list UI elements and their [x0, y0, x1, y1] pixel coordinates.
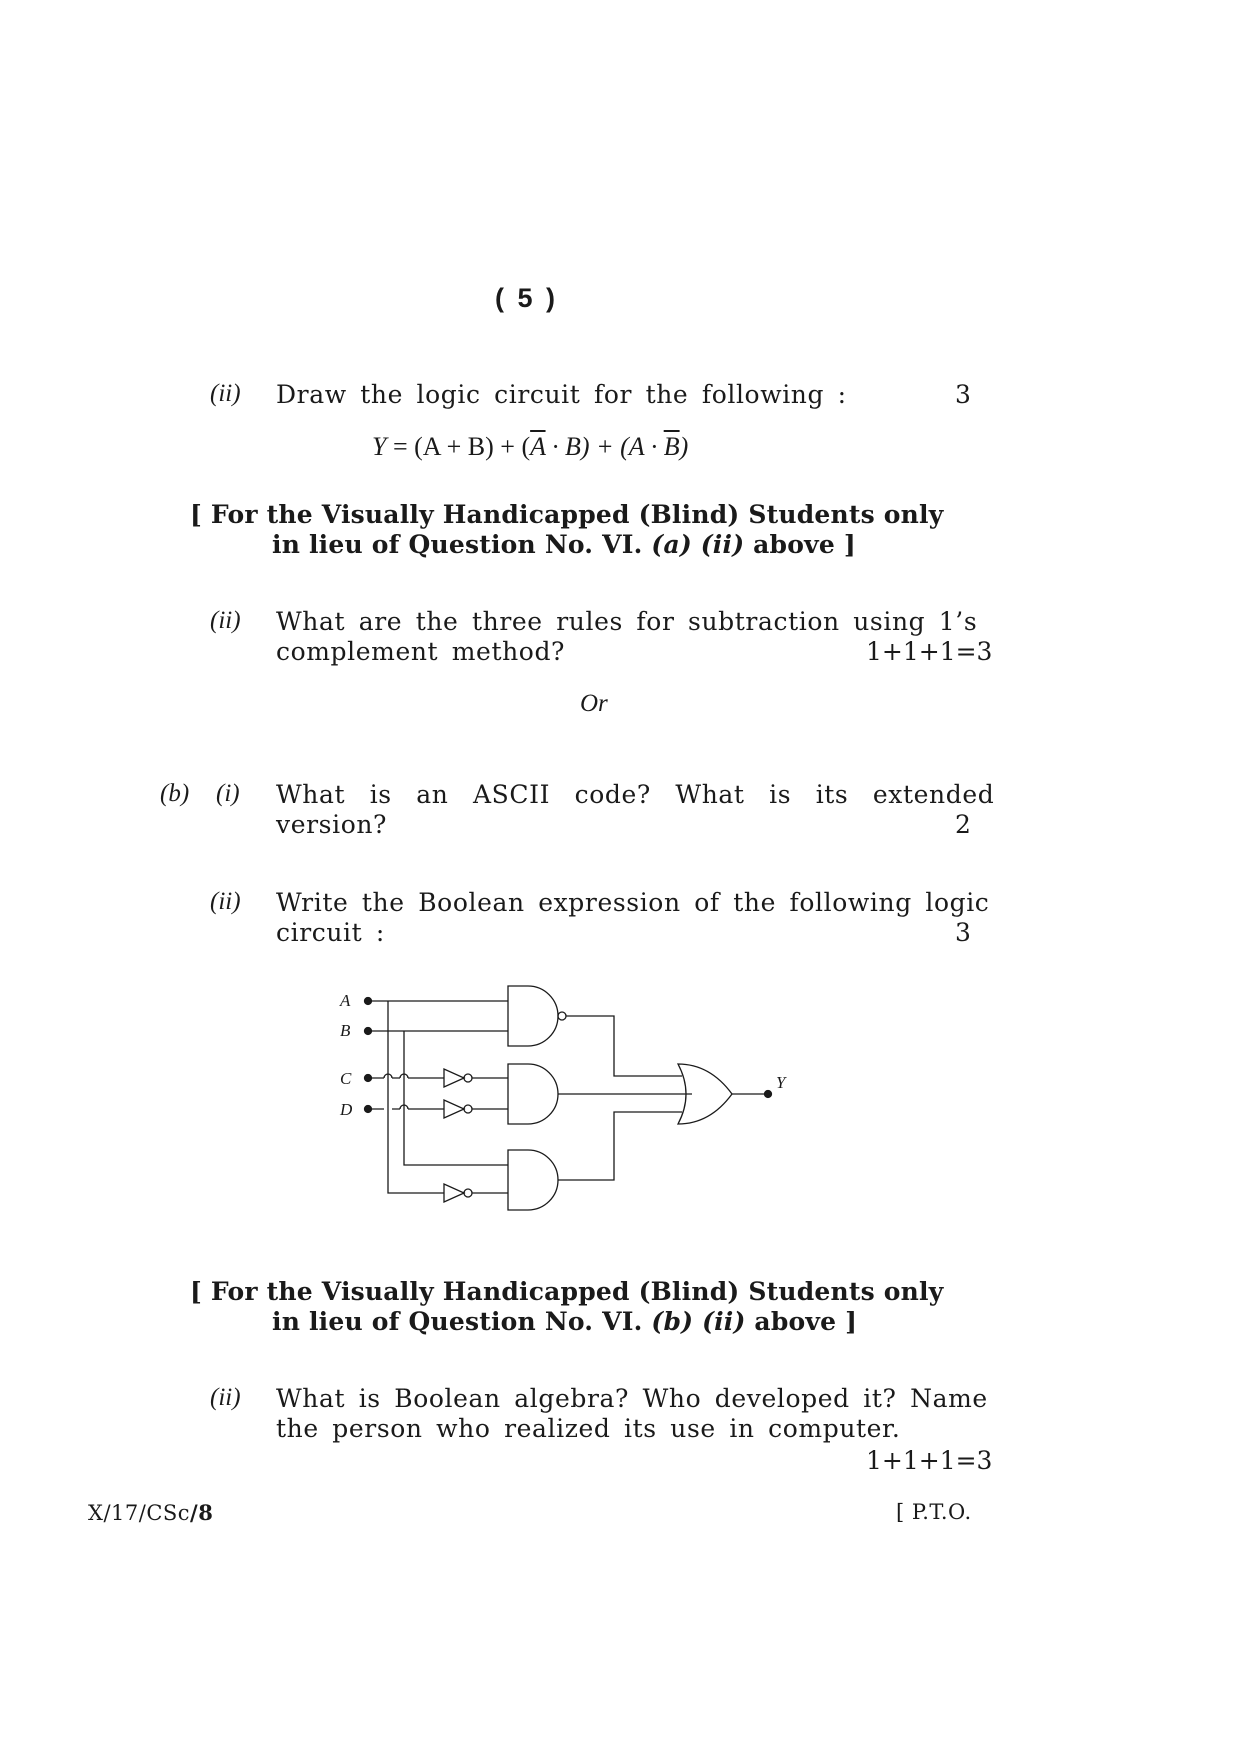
question-marks: 1+1+1=3	[866, 1446, 993, 1475]
not-gate-d	[444, 1100, 464, 1118]
and-gate	[508, 1064, 558, 1124]
blind-note-line2-pre: in lieu of Question No. VI.	[272, 1307, 652, 1336]
question-label: (ii)	[210, 607, 241, 634]
wire-a-tap	[388, 1001, 444, 1193]
formula-part-1: = (A + B) + (	[386, 432, 531, 461]
question-text: Draw the logic circuit for the following :	[276, 380, 847, 409]
blind-note-line2-post: above ]	[745, 1307, 858, 1336]
blind-note-line1: [ For the Visually Handicapped (Blind) Students only	[190, 500, 944, 529]
question-text-line1: What is an ASCII code? What is its extended	[276, 780, 995, 809]
or-divider: Or	[580, 690, 608, 717]
question-text-line1: Write the Boolean expression of the following logic	[276, 888, 990, 917]
wire-b-tap	[404, 1031, 508, 1165]
blind-note-line2-ref: (a) (ii)	[651, 530, 745, 559]
blind-note-line2	[272, 530, 856, 559]
pto-marker: [ P.T.O.	[896, 1500, 972, 1524]
input-label-b: B	[340, 1021, 351, 1040]
question-text-line2: circuit :	[276, 918, 385, 947]
question-label: (ii)	[210, 380, 241, 407]
question-text-line2: complement method?	[276, 637, 566, 666]
question-text-line1: What are the three rules for subtraction using 1’s	[276, 607, 978, 636]
not-gate-a	[444, 1184, 464, 1202]
question-marks: 2	[955, 810, 971, 839]
input-label-d: D	[340, 1100, 353, 1119]
question-marks: 3	[955, 380, 971, 409]
page-number: ( 5 )	[495, 283, 559, 313]
output-label-y: Y	[776, 1073, 786, 1092]
boolean-formula	[372, 432, 688, 462]
question-text-line2: the person who realized its use in computer.	[276, 1414, 901, 1443]
output-node-y	[765, 1091, 772, 1098]
blind-note-line2-ref: (b) (ii)	[651, 1307, 746, 1336]
wire	[558, 1112, 682, 1180]
paper-code	[88, 1500, 213, 1525]
question-marks: 1+1+1=3	[866, 637, 993, 666]
wire	[566, 1016, 682, 1076]
nand-gate-bubble	[558, 1012, 566, 1020]
blind-note-line1: [ For the Visually Handicapped (Blind) Students only	[190, 1277, 944, 1306]
or-gate	[678, 1064, 732, 1124]
part-label: (b)	[160, 780, 190, 807]
formula-y: Y	[372, 432, 387, 461]
blind-note-line2-post: above ]	[744, 530, 856, 559]
formula-part-2: · B) + (A ·	[545, 432, 664, 461]
not-gate-c	[444, 1069, 464, 1087]
question-text-line1: What is Boolean algebra? Who developed it? Name	[276, 1384, 988, 1413]
nand-gate	[508, 986, 558, 1046]
logic-circuit-diagram	[330, 978, 800, 1218]
formula-part-3: )	[679, 432, 689, 461]
paper-code-text: X/17/CSc	[88, 1501, 191, 1525]
blind-note-line2	[272, 1307, 857, 1336]
question-label: (i)	[216, 780, 240, 807]
question-label: (ii)	[210, 1384, 241, 1411]
question-marks: 3	[955, 918, 971, 947]
paper-code-page: /8	[190, 1500, 214, 1525]
question-text-line2: version?	[276, 810, 388, 839]
and-gate	[508, 1150, 558, 1210]
input-label-c: C	[340, 1069, 352, 1088]
input-label-a: A	[340, 991, 351, 1010]
question-label: (ii)	[210, 888, 241, 915]
formula-a-bar: $\overline{A}$	[530, 432, 546, 461]
blind-note-line2-pre: in lieu of Question No. VI.	[272, 530, 652, 559]
formula-b-bar: $\overline{B}$	[663, 432, 680, 461]
